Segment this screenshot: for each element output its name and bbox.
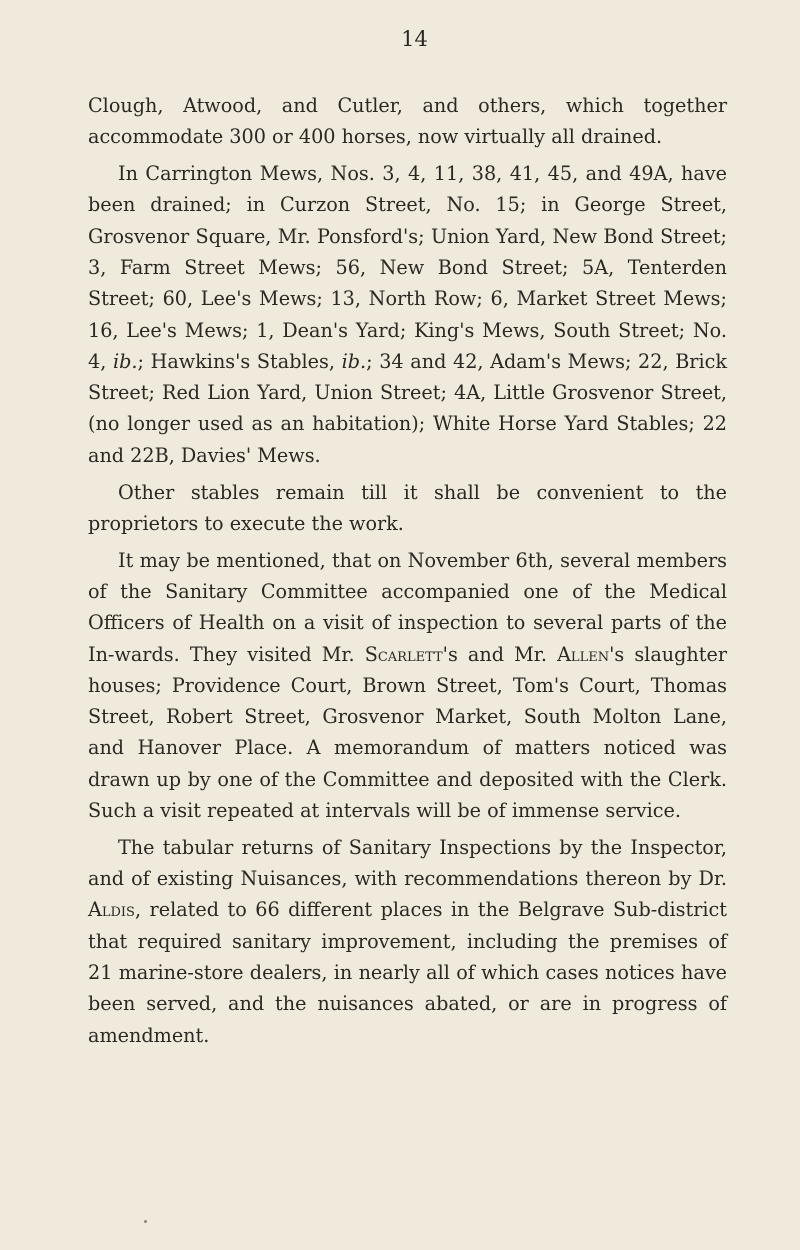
paragraph-other-stables: Other stables remain till it shall be convenient to the proprietors to execute the work. — [88, 480, 727, 535]
paragraph-tabular-returns: The tabular returns of Sanitary Inspections by the Inspector, and of existing Nuisances, with recommendations thereon by Dr. Aldis, related to 66 different places in the Belgrave Sub-district that required sanitary improvement, including the premises of 21 marine-store dealers, in nearly all of which cases notices have been served, and the nuisances abated, or are in progress of amendment. — [88, 835, 727, 1047]
paragraph-stables-drained: Clough, Atwood, and Cutler, and others, which together accommodate 300 or 400 horses, now virtually all drained. — [88, 94, 727, 149]
page-number: 14 — [401, 27, 428, 51]
paragraph-committee-visit: It may be mentioned, that on November 6th, several members of the Sanitary Committee accompanied one of the Medical Officers of Health on a visit of inspection to several parts of the In-wards. They visited Mr. Scarlett's and Mr. Allen's slaughter houses; Providence Court, Brown Street, Tom's Court, Thomas Street, Robert Street, Grosvenor Market, South Molton Lane, and Hanover Place. A memorandum of matters noticed was drawn up by one of the Committee and deposited with the Clerk. Such a visit repeated at intervals will be of immense service. — [88, 548, 727, 823]
paragraph-carrington-mews: In Carrington Mews, Nos. 3, 4, 11, 38, 41, 45, and 49A, have been drained; in Curzon Street, No. 15; in George Street, Grosvenor Square, Mr. Ponsford's; Union Yard, New Bond Street; 3, Farm Street Mews; 56, New Bond Street; 5A, Tenterden Street; 60, Lee's Mews; 13, North Row; 6, Market Street Mews; 16, Lee's Mews; 1, Dean's Yard; King's Mews, South Street; No. 4, ib.; Hawkins's Stables, ib.; 34 and 42, Adam's Mews; 22, Brick Street; Red Lion Yard, Union Street; 4A, Little Grosvenor Street, (no longer used as an habitation); White Horse Yard Stables; 22 and 22B, Davies' Mews. — [88, 162, 727, 467]
paper-speck — [144, 1220, 147, 1223]
